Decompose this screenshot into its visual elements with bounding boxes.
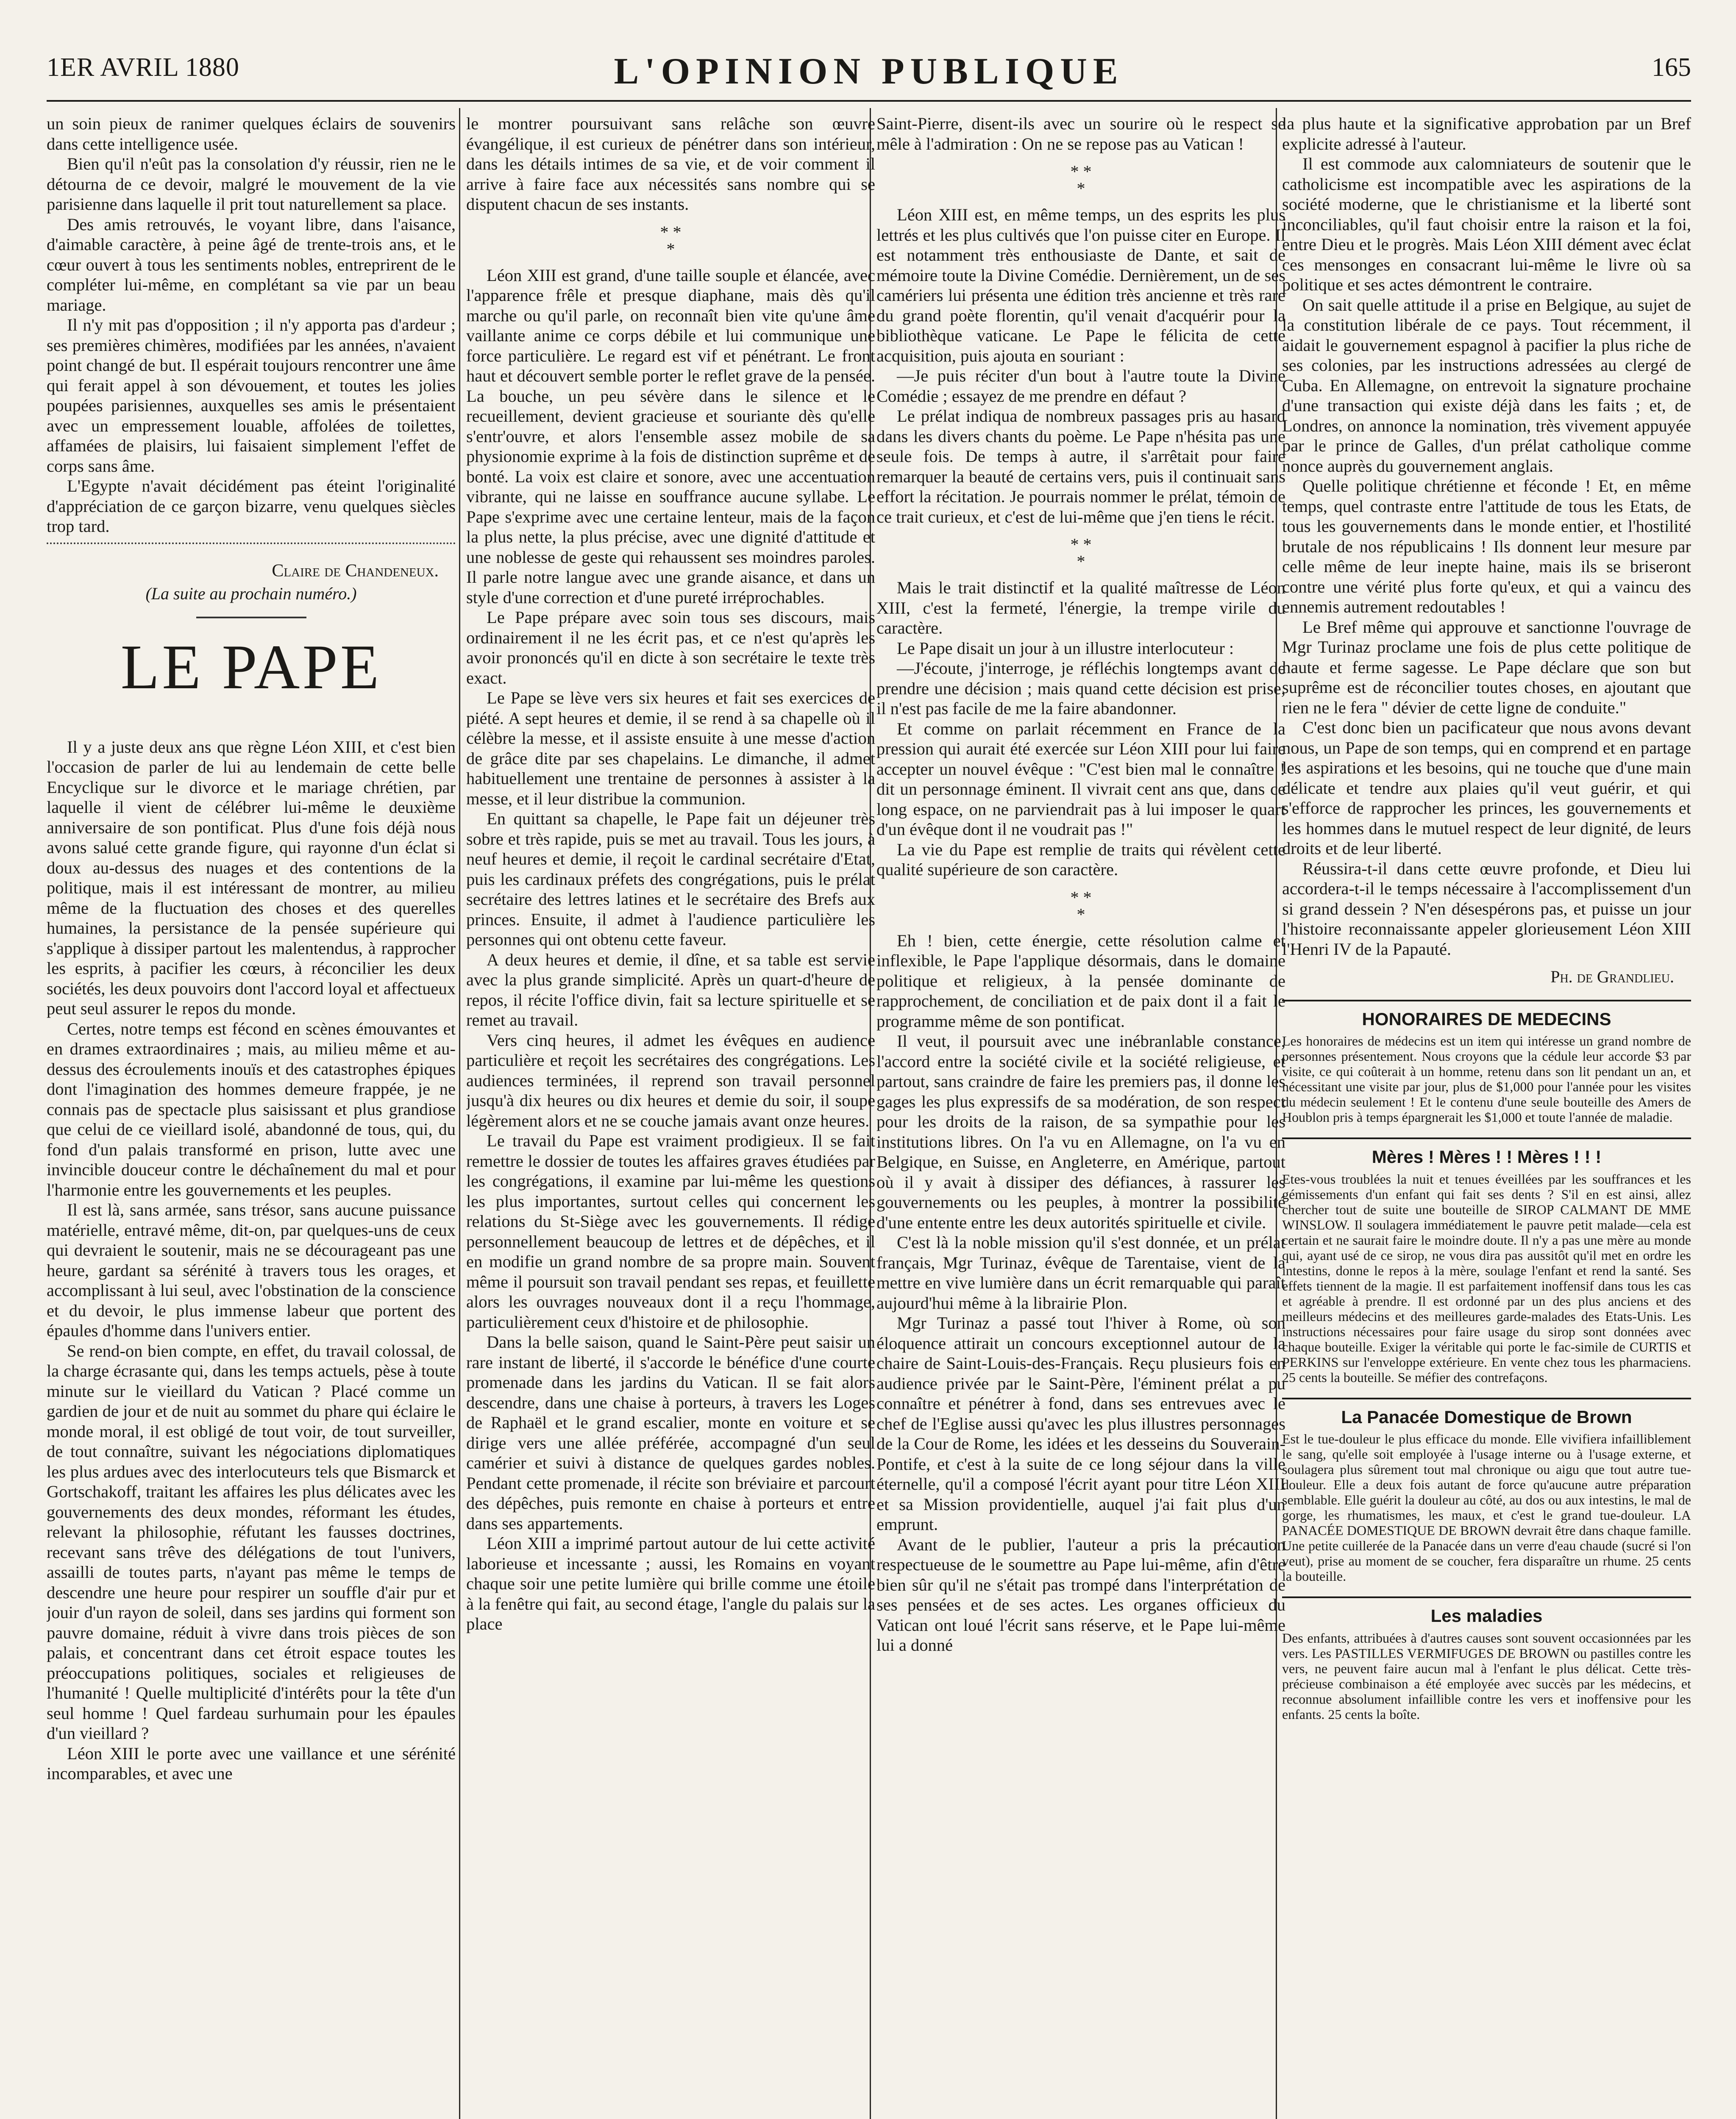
newspaper-title: L'OPINION PUBLIQUE xyxy=(614,51,1124,92)
ad-rule xyxy=(1282,1596,1691,1598)
paragraph: Des amis retrouvés, le voyant libre, dans l'aisance, d'aimable caractère, à peine âgé de trente-trois ans, et le cœur ouvert à tous les sentiments nobles, entreprirent de le compléter lui-même, en complétant sa vie par un beau mariage. xyxy=(47,214,456,314)
column-separator xyxy=(459,108,460,2119)
dotted-rule xyxy=(47,542,456,544)
paragraph: la plus haute et la significative approbation par un Bref explicite adressé à l'auteur. xyxy=(1282,114,1691,153)
ad-title: La Panacée Domestique de Brown xyxy=(1341,1407,1632,1427)
author-signature: Ph. de Grandlieu. xyxy=(1550,967,1674,986)
issue-date: 1ER AVRIL 1880 xyxy=(47,53,239,82)
paragraph: Dans la belle saison, quand le Saint-Père peut saisir un rare instant de liberté, il s'accorde le bénéfice d'une courte promenade dans les jardins du Vatican. Il se fait alors descendre, dans une chaise à porteurs, à travers les Loges de Raphaël et le grand escalier, monte en voiture et se dirige vers une allée préférée, accompagné d'un seul camérier et suivi à distance de quelques gardes nobles. Pendant cette promenade, il récite son bréviaire et parcourt des dépêches, puis remonte en chaise à porteurs et entre dans ses appartements. xyxy=(466,1332,875,1533)
paragraph: Léon XIII est grand, d'une taille souple et élancée, avec l'apparence frêle et presque diaphane, mais dès qu'il marche ou qu'il parle, on reconnaît bien vite qu'une âme vaillante anime ce corps débile et lui communique une force particulière. Le regard est vif et pénétrant. Le front haut et découvert semble porter le reflet grave de la pensée. La bouche, un peu sévère dans le silence et le recueillement, devient gracieuse et souriante dès qu'elle s'entr'ouvre, et alors l'ensemble assez mobile de sa physionomie exprime à la fois de distinction suprême et de bonté. La voix est claire et sonore, avec une accentuation vibrante, qui ne laisse en souffrance aucune syllabe. Le Pape s'exprime avec une certaine lenteur, mais de la façon la plus nette, la plus précise, avec une dignité d'attitude et une noblesse de geste qui rehaussent ses moindres paroles. Il parle notre langue avec une grande aisance, et dans un style d'une correction et d'une pureté irréprochables. xyxy=(466,265,875,607)
asterism: * * * xyxy=(1070,535,1092,571)
column-1 xyxy=(47,114,456,2119)
paragraph: Bien qu'il n'eût pas la consolation d'y réussir, rien ne le détourna de ce devoir, malgré le mouvement de la vie parisienne dans laquelle il prit tout naturellement sa place. xyxy=(47,154,456,214)
paragraph: Certes, notre temps est fécond en scènes émouvantes et en drames extraordinaires ; mais, au milieu même et au-dessus des écroulements inouïs et des catastrophes épiques dont l'imagination des hommes demeure frappée, je ne connais pas de spectacle plus saisissant et plus grandiose que celui de ce vieillard isolé, abandonné de tous, qui, du fond d'un palais transformé en prison, lutte avec une invincible douceur contre le déchaînement du mal et pour l'harmonie entre les gouvernements et les peuples. xyxy=(47,1019,456,1199)
ad-rule xyxy=(1282,1137,1691,1139)
header-rule xyxy=(47,100,1691,102)
paragraph: Léon XIII a imprimé partout autour de lui cette activité laborieuse et incessante ; aussi, les Romains en voyant chaque soir une petite lumière qui brille comme une étoile à la fenêtre qui fait, au second étage, l'angle du palais sur la place xyxy=(466,1534,875,1633)
paragraph: Vers cinq heures, il admet les évêques en audience particulière et reçoit les secrétaires des congrégations. Les audiences terminées, il reprend son travail personnel jusqu'à dix heures ou dix heures et demie du soir, il soupe légèrement alors et ne se couche jamais avant onze heures. xyxy=(466,1030,875,1130)
paragraph: Le Pape disait un jour à un illustre interlocuteur : xyxy=(897,638,1234,658)
paragraph: C'est là la noble mission qu'il s'est donnée, et un prélat français, Mgr Turinaz, évêque de Tarentaise, vient de la mettre en vive lumière dans un écrit remarquable qui paraît aujourd'hui même à la librairie Plon. xyxy=(876,1233,1285,1313)
article-title: LE PAPE xyxy=(120,631,382,702)
ad-body: Les honoraires de médecins est un item qui intéresse un grand nombre de personnes présentement. Nous croyons que la cédule leur accorde $3 par visite, ce qui coûterait à un homme, retenu dans son lit pendant un an, et nécessitant une visite par jour, plus de $1,000 pour l'année pour les visites du médecin seulement ! Et le contenu d'une seule bouteille des Amers de Houblon pris à temps épargnerait les $1,000 et toute l'année de maladie. xyxy=(1282,1033,1691,1125)
paragraph: Le Pape se lève vers six heures et fait ses exercices de piété. A sept heures et demie, il se rend à sa chapelle où il célèbre la messe, et il assiste ensuite à une messe d'action de grâce dite par ses chapelains. Le dimanche, il admet habituellement une trentaine de personnes à assister à la messe, et il leur distribue la communion. xyxy=(466,688,875,808)
ornament-rule xyxy=(196,617,306,618)
paragraph: Il y a juste deux ans que règne Léon XIII, et c'est bien l'occasion de parler de lui au lendemain de cette belle Encyclique sur le divorce et le mariage chrétien, par laquelle il vient de célébrer lui-même le deuxième anniversaire de son pontificat. Plus d'une fois déjà nous avons salué cette grande figure, qui rayonne d'un éclat si doux au-dessus des nuages et des contentions de la politique, mais il est intéressant de montrer, au milieu même de la fluctuation des choses et des querelles humaines, la persistance de la pensée supérieure qui s'applique à dissiper partout les malentendus, à rapprocher les esprits, à pacifier les cœurs, à réconcilier les deux sociétés, les deux pouvoirs dont l'accord loyal et affectueux peut seul assurer le repos du monde. xyxy=(47,737,456,1018)
paragraph: Mgr Turinaz a passé tout l'hiver à Rome, où son éloquence attirait un concours exceptionnel autour de la chaire de Saint-Louis-des-Français. Reçu plusieurs fois en audience privée par le Saint-Père, l'éminent prélat a pu connaître et pénétrer à fond, dans ses entrevues avec le chef de l'Eglise aussi qu'avec les plus illustres personnages de la Cour de Rome, les idées et les desseins du Souverain-Pontife, et c'est à la suite de ce long séjour dans la ville éternelle, qu'il a composé l'écrit ayant pour titre Léon XIII et sa Mission providentielle, auquel j'ai fait plus d'un emprunt. xyxy=(876,1313,1285,1534)
paragraph: Le Bref même qui approuve et sanctionne l'ouvrage de Mgr Turinaz proclame une fois de plus cette politique de haute et ferme sagesse. Le Pape déclare que son but suprême est de réconcilier toutes choses, en ajoutant que rien ne le fera " dévier de cette ligne de conduite." xyxy=(1282,617,1691,717)
asterism: * * * xyxy=(1070,887,1092,924)
asterism: * * * xyxy=(660,222,682,259)
paragraph: —J'écoute, j'interroge, je réfléchis longtemps avant de prendre une décision ; mais quand cette décision est prise, il n'est pas facile de me la faire abandonner. xyxy=(876,659,1285,718)
ad-body: Est le tue-douleur le plus efficace du monde. Elle vivifiera infailliblement le sang, qu'elle soit employée à l'usage interne ou à l'usage externe, et soulagera plus sûrement tout mal chronique ou aigu que tout autre tue-douleur. Elle a deux fois autant de force qu'aucune autre préparation semblable. Elle guérit la douleur au côté, au dos ou aux intestins, le mal de gorge, les rhumatismes, les maux, et c'est le grand tue-douleur. LA PANACÉE DOMESTIQUE DE BROWN devrait être dans chaque famille. Une petite cuillerée de la Panacée dans un verre d'eau chaude (sucré si l'on veut), prise au moment de se coucher, fera disparaître un rhume. 25 cents la bouteille. xyxy=(1282,1431,1691,1584)
paragraph: En quittant sa chapelle, le Pape fait un déjeuner très sobre et très rapide, puis se met au travail. Tous les jours, à neuf heures et demie, il reçoit le cardinal secrétaire d'Etat, puis les cardinaux préfets des congrégations, puis le prélat secrétaire des lettres latines et le secrétaire des Brefs aux princes. Ensuite, il admet à l'audience particulière les personnes qui ont obtenu cette faveur. xyxy=(466,809,875,949)
column-4 xyxy=(1282,114,1691,2119)
paragraph: —Je puis réciter d'un bout à l'autre toute la Divine Comédie ; essayez de me prendre en défaut ? xyxy=(876,366,1285,406)
column-3 xyxy=(876,114,1285,2119)
paragraph: Le Pape prépare avec soin tous ses discours, mais ordinairement il ne les écrit pas, et ce n'est qu'après les avoir prononcés qu'il en dicte à son secrétaire le texte très exact. xyxy=(466,608,875,687)
paragraph: Il n'y mit pas d'opposition ; il n'y apporta pas d'ardeur ; ses premières chimères, modifiées par les années, n'avaient point changé de but. Il espérait toujours rencontrer une âme qui ferait appel à son dévouement, et toutes les jolies poupées parisiennes, auxquelles ses amis le présentaient avec un empressement louable, affolées de toilettes, affamées de plaisirs, lui faisaient simplement l'effet de corps sans âme. xyxy=(47,315,456,476)
asterism: * * * xyxy=(1070,162,1092,198)
paragraph: le montrer poursuivant sans relâche son œuvre évangélique, il est curieux de pénétrer dans son intérieur, dans les détails intimes de sa vie, et de voir comment il arrive à faire face aux nécessités sans nombre qui se disputent chacun de ses instants. xyxy=(466,114,875,214)
ad-title: Les maladies xyxy=(1430,1606,1543,1626)
paragraph: Le prélat indiqua de nombreux passages pris au hasard dans les divers chants du poème. Le Pape n'hésita pas une seule fois. De temps à autre, il s'arrêtait pour faire remarquer la beauté de certains vers, puis il continuait sans effort la récitation. Je pourrais nommer le prélat, témoin de ce trait curieux, et c'est de lui-même que j'en tiens le récit. xyxy=(876,406,1285,526)
paragraph: Se rend-on bien compte, en effet, du travail colossal, de la charge écrasante qui, dans les temps actuels, pèse à toute minute sur le vieillard du Vatican ? Placé comme un gardien de jour et de nuit au sommet du phare qui éclaire le monde moral, il est obligé de tout voir, de tout surveiller, de tout connaître, suivant les négociations diplomatiques les plus ardues avec des interlocuteurs tels que Bismarck et Gortschakoff, traitant les affaires les plus délicates avec les gouvernements des deux mondes, réformant les études, relevant la philosophie, réfutant les fausses doctrines, recevant sans trêve des délégations de tout l'univers, assailli de toutes parts, n'ayant pas même le temps de descendre une heure pour respirer un souffle d'air pur et jouir d'un rayon de soleil, dans ses jardins qui forment son pauvre domaine, réduit à vivre dans trois pièces de son palais, et concentrant dans cet étroit espace toutes les préoccupations politiques, sociales et religieuses de l'humanité ! Quelle multiplicité d'intérêts pour la tête d'un seul homme ! Quel fardeau surhumain pour les épaules d'un vieillard ? xyxy=(47,1341,456,1743)
continued-note: (La suite au prochain numéro.) xyxy=(145,584,357,603)
paragraph: Et comme on parlait récemment en France de la pression qui aurait été exercée sur Léon XIII pour lui faire accepter un nouvel évêque : "C'est bien mal le connaître ! dit un personnage éminent. Il vivrait cent ans que, dans ce long espace, on ne parviendrait pas à lui imposer le quart d'un évêque dont il ne voudrait pas !" xyxy=(876,719,1285,839)
ad-title: Mères ! Mères ! ! Mères ! ! ! xyxy=(1372,1147,1602,1167)
paragraph: La vie du Pape est remplie de traits qui révèlent cette qualité supérieure de son caractère. xyxy=(876,840,1285,879)
paragraph: On sait quelle attitude il a prise en Belgique, au sujet de la constitution libérale de ce pays. Tout récemment, il aidait le gouvernement espagnol à pacifier la plus riche de ses colonies, par les instructions adressées au clergé de Cuba. En Allemagne, on entrevoit la signature prochaine d'une transaction qui existe déjà dans les faits ; et, de Londres, on annonce la nomination, très vivement appuyée par le prince de Galles, d'un prélat catholique comme nonce auprès du gouvernement anglais. xyxy=(1282,295,1691,476)
paragraph: Avant de le publier, l'auteur a pris la précaution respectueuse de le soumettre au Pape lui-même, afin d'être bien sûr qu'il ne s'était pas trompé dans l'interprétation de ses pensées et de ses actes. Les organes officieux du Vatican ont loué l'écrit sans réserve, et le Pape lui-même lui a donné xyxy=(876,1535,1285,1655)
masthead xyxy=(47,50,1691,97)
paragraph: un soin pieux de ranimer quelques éclairs de souvenirs dans cette intelligence usée. xyxy=(47,114,456,153)
ad-body: Des enfants, attribuées à d'autres causes sont souvent occasionnées par les vers. Les PASTILLES VERMIFUGES DE BROWN ou pastilles contre les vers, ne peuvent faire aucun mal à l'enfant le plus délicat. Cette très-précieuse combinaison a été employée avec succès par les médecins, et reconnue absolument infaillible contre les vers et inoffensive pour les enfants. 25 cents la boîte. xyxy=(1282,1630,1691,1722)
ad-rule xyxy=(1282,1398,1691,1399)
paragraph: Il est là, sans armée, sans trésor, sans aucune puissance matérielle, entravé même, dit-on, par quelques-uns de ceux qui devraient le soutenir, mais ne se décourageant pas une heure, gardant sa sérénité à travers tous les orages, et accomplissant à lui seul, avec l'obstination de la conscience et du devoir, le plus immense labeur que portent des épaules d'homme dans l'univers entier. xyxy=(47,1200,456,1340)
paragraph: C'est donc bien un pacificateur que nous avons devant nous, un Pape de son temps, qui en comprend et en partage les aspirations et les besoins, qui ne touche que d'une main délicate et tendre aux plaies qu'il veut guérir, et qui s'efforce de rapprocher les princes, les gouvernements et les hommes dans le mutuel respect de leur dignité, de leurs droits et de leur liberté. xyxy=(1282,718,1691,858)
paragraph: Il veut, il poursuit avec une inébranlable constance, l'accord entre la société civile et la société religieuse, et partout, sans craindre de faire les premiers pas, il donne les gages les plus expressifs de sa modération, de son respect pour les droits de la raison, de sa sympathie pour les institutions libres. On l'a vu en Allemagne, on l'a vu en Belgique, en Suisse, en Angleterre, en Amérique, partout où il y avait à dissiper des défiances, à rassurer les gouvernements ou les peuples, à montrer la possibilité d'une entente entre les deux autorités spirituelle et civile. xyxy=(876,1032,1285,1232)
paragraph: Léon XIII le porte avec une vaillance et une sérénité incomparables, et avec une xyxy=(47,1744,456,1783)
ad-rule xyxy=(1282,1000,1691,1001)
column-2 xyxy=(466,114,875,2119)
paragraph: Saint-Pierre, disent-ils avec un sourire où le respect se mêle à l'admiration : On ne se repose pas au Vatican ! xyxy=(876,114,1285,153)
ad-body: Etes-vous troublées la nuit et tenues éveillées par les souffrances et les gémissements d'un enfant qui fait ses dents ? S'il en est ainsi, allez chercher tout de suite une bouteille de SIROP CALMANT DE MME WINSLOW. Il soulagera immédiatement le pauvre petit malade—cela est certain et ne saurait faire le moindre doute. Il n'y a pas une mère au monde qui, ayant usé de ce sirop, ne vous dira pas aussitôt qu'il met en ordre les intestins, donne le repos à la mère, soulage l'enfant et rend la santé. Ses effets tiennent de la magie. Il est parfaitement inoffensif dans tous les cas et agréable à prendre. Il est ordonné par un des plus anciens et des meilleurs médecins et des meilleures garde-malades des Etats-Unis. Les instructions nécessaires pour faire usage du sirop sont données avec chaque bouteille. Exiger la véritable qui porte le fac-simile de CURTIS et PERKINS sur l'enveloppe extérieure. En vente chez tous les pharmaciens. 25 cents la bouteille. Se méfier des contrefaçons. xyxy=(1282,1171,1691,1385)
ad-title: HONORAIRES DE MEDECINS xyxy=(1362,1009,1611,1029)
paragraph: Mais le trait distinctif et la qualité maîtresse de Léon XIII, c'est la fermeté, l'énergie, la trempe virile du caractère. xyxy=(876,578,1285,637)
paragraph: L'Egypte n'avait décidément pas éteint l'originalité d'appréciation de ce garçon bizarre, venu quelques siècles trop tard. xyxy=(47,476,456,536)
paragraph: Réussira-t-il dans cette œuvre profonde, et Dieu lui accordera-t-il le temps nécessaire à l'accomplissement d'un si grand dessein ? N'en désespérons pas, et puisse un jour l'histoire reconnaissante appeler glorieusement Léon XIII l'Henri IV de la Papauté. xyxy=(1282,859,1691,959)
paragraph: Quelle politique chrétienne et féconde ! Et, en même temps, quel contraste entre l'attitude de tous les Etats, de tous les gouvernements dans le monde entier, et l'hostilité brutale de nos républicains ! Ils donnent leur mesure par celle même de leur inepte haine, mais ils se briseront contre une vérité plus forte qu'eux, et qui a vaincu des ennemis autrement redoutables ! xyxy=(1282,476,1691,616)
paragraph: Le travail du Pape est vraiment prodigieux. Il se fait remettre le dossier de toutes les affaires graves étudiées par les congrégations, il examine par lui-même les questions les plus importantes, surtout celles qui concernent les relations du St-Siège avec les gouvernements. Il rédige personnellement beaucoup de lettres et de dépêches, et il en modifie un grand nombre de sa propre main. Souvent même il poursuit son travail pendant ses repas, et feuillette alors les ouvrages nouveaux dont il a reçu l'hommage, particulièrement ceux d'histoire et de philosophie. xyxy=(466,1131,875,1332)
author-signature: Claire de Chandeneux. xyxy=(272,561,439,581)
paragraph: A deux heures et demie, il dîne, et sa table est servie avec la plus grande simplicité. Après un quart-d'heure de repos, il récite l'office divin, fait sa lecture spirituelle et se remet au travail. xyxy=(466,950,875,1029)
paragraph: Léon XIII est, en même temps, un des esprits les plus lettrés et les plus cultivés que l'on puisse citer en Europe. Il est notamment très enthousiaste de Dante, et sait de mémoire toute la Divine Comédie. Dernièrement, un de ses camériers lui présenta une édition très ancienne et très rare du grand poète florentin, qu'il venait d'acquérir pour la bibliothèque vaticane. Le Pape le félicita de cette acquisition, puis ajouta en souriant : xyxy=(876,205,1285,365)
paragraph: Il est commode aux calomniateurs de soutenir que le catholicisme est incompatible avec les aspirations de la société moderne, que le christianisme et la liberté sont inconciliables, qu'il faut choisir entre la raison et la foi, entre Dieu et le progrès. Mais Léon XIII dément avec éclat ces mensonges en consacrant lui-même le livre où sa politique et ses actes démontrent le contraire. xyxy=(1282,154,1691,294)
paragraph: Eh ! bien, cette énergie, cette résolution calme et inflexible, le Pape l'applique désormais, dans le domaine politique et religieux, à la pensée dominante de rapprochement, de conciliation et de paix dont il a fait le programme même de son pontificat. xyxy=(876,931,1285,1031)
page-number: 165 xyxy=(1652,53,1691,82)
